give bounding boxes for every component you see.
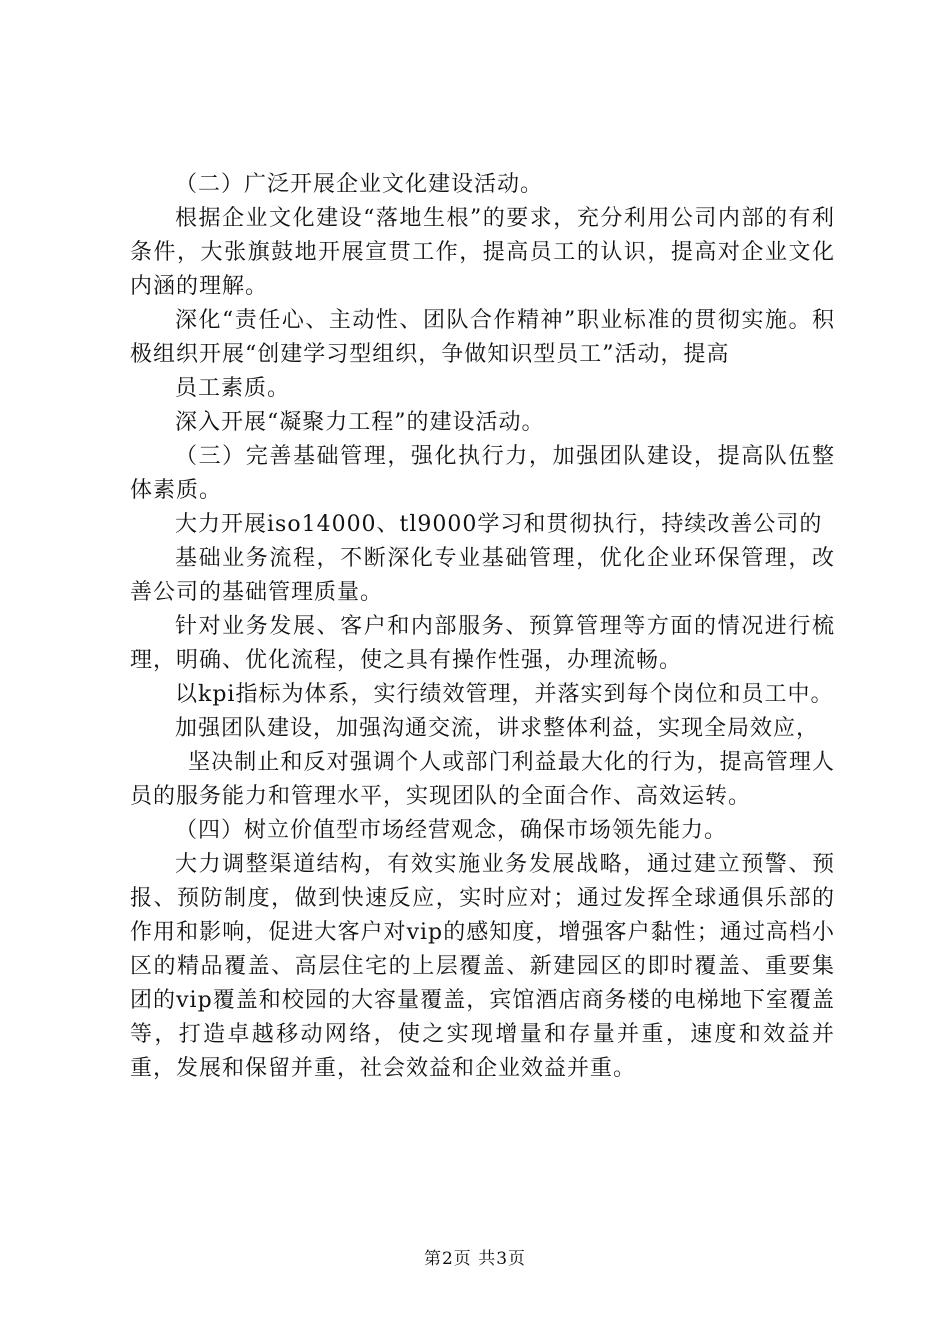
paragraph: 基础业务流程，不断深化专业基础管理，优化企业环保管理，改善公司的基础管理质量。 bbox=[130, 546, 835, 605]
paragraph: 根据企业文化建设“落地生根”的要求，充分利用公司内部的有利条件，大张旗鼓地开展宣贯工作，提高员工的认识，提高对企业文化内涵的理解。 bbox=[130, 206, 835, 299]
paragraph: 针对业务发展、客户和内部服务、预算管理等方面的情况进行梳理，明确、优化流程，使之具有操作性强，办理流畅。 bbox=[130, 614, 835, 673]
paragraph: 加强团队建设，加强沟通交流，讲求整体利益，实现全局效应， bbox=[175, 716, 820, 741]
paragraph: 坚决制止和反对强调个人或部门利益最大化的行为，提高管理人员的服务能力和管理水平，实现团队的全面合作、高效运转。 bbox=[130, 750, 835, 809]
page-number-footer: 第2页 共3页 bbox=[423, 1249, 527, 1269]
section-heading-3: （三）完善基础管理，强化执行力，加强团队建设，提高队伍整体素质。 bbox=[130, 444, 835, 503]
paragraph: 深入开展“凝聚力工程”的建设活动。 bbox=[175, 410, 545, 435]
section-heading-2: （二）广泛开展企业文化建设活动。 bbox=[175, 172, 544, 197]
paragraph: 大力开展iso14000、tl9000学习和贯彻执行，持续改善公司的 bbox=[175, 512, 823, 537]
paragraph: 大力调整渠道结构，有效实施业务发展战略，通过建立预警、预报、预防制度，做到快速反应，实时应对；通过发挥全球通俱乐部的作用和影响，促进大客户对vip的感知度，增强客户黏性；通过高档小区的精品覆盖、高层住宅的上层覆盖、新建园区的即时覆盖、重要集团的vip覆盖和校园的大容量覆盖，宾馆酒店商务楼的电梯地下室覆盖等，打造卓越移动网络，使之实现增量和存量并重，速度和效益并重，发展和保留并重，社会效益和企业效益并重。 bbox=[130, 852, 835, 1081]
paragraph: 员工素质。 bbox=[175, 376, 291, 401]
paragraph: 深化“责任心、主动性、团队合作精神”职业标准的贯彻实施。积极组织开展“创建学习型组织，争做知识型员工”活动，提高 bbox=[130, 308, 835, 367]
section-heading-4: （四）树立价值型市场经营观念，确保市场领先能力。 bbox=[175, 818, 728, 843]
document-body bbox=[130, 168, 835, 1086]
paragraph: 以kpi指标为体系，实行绩效管理，并落实到每个岗位和员工中。 bbox=[175, 682, 834, 707]
